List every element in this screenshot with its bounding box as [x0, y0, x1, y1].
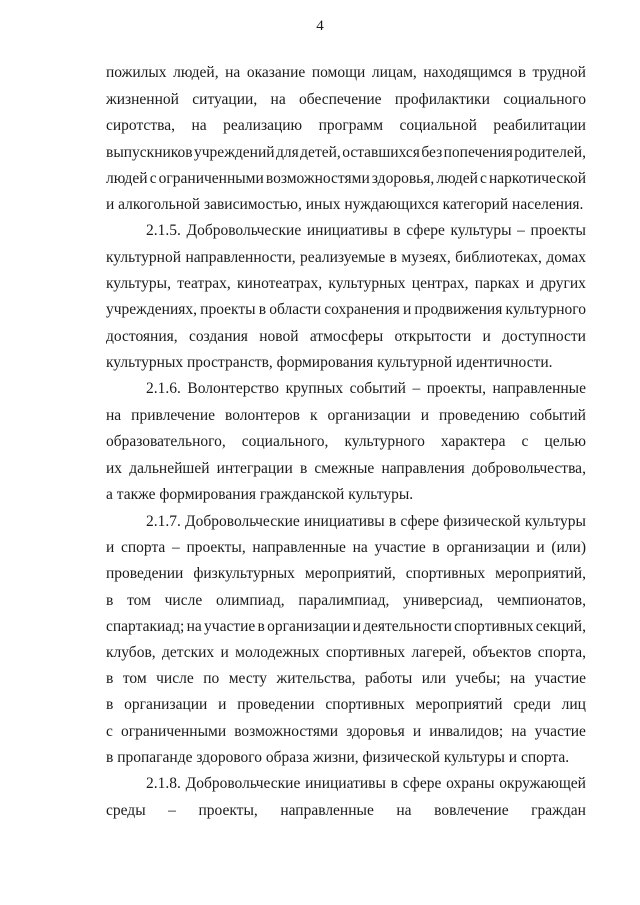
text-line: среды – проекты, направленные на вовлечение граждан: [106, 802, 586, 819]
text-line: людей с ограниченными возможностями здоровья, людей с наркотической: [106, 170, 586, 187]
text-line: проведении физкультурных мероприятий, спортивных мероприятий,: [106, 565, 586, 582]
text-line: культурных пространств, формирования культурной идентичности.: [106, 354, 553, 371]
paragraph-first-line: 2.1.7. Добровольческие инициативы в сфере физической культуры: [146, 513, 586, 530]
text-line: в организации и проведении спортивных мероприятий среди лиц: [106, 696, 586, 713]
text-line: культуры, театрах, кинотеатрах, культурных центрах, парках и других: [106, 275, 586, 292]
paragraph-first-line: 2.1.8. Добровольческие инициативы в сфере охраны окружающей: [146, 775, 586, 792]
text-line: выпускников учреждений для детей, оставшихся без попечения родителей,: [106, 144, 586, 161]
text-line: пожилых людей, на оказание помощи лицам, находящимся в трудной: [106, 64, 586, 81]
text-line: а также формирования гражданской культуры.: [106, 486, 414, 503]
text-line: достояния, создания новой атмосферы открытости и доступности: [106, 328, 586, 345]
text-line: в пропаганде здорового образа жизни, физической культуры и спорта.: [106, 749, 570, 766]
text-line: клубов, детских и молодежных спортивных лагерей, объектов спорта,: [106, 644, 586, 661]
paragraph-first-line: 2.1.5. Добровольческие инициативы в сфере культуры – проекты: [146, 222, 586, 239]
text-line: в том числе олимпиад, паралимпиад, универсиад, чемпионатов,: [106, 592, 586, 609]
page-number: 4: [316, 18, 324, 34]
text-line: спартакиад; на участие в организации и деятельности спортивных секций,: [106, 618, 586, 635]
text-line: с ограниченными возможностями здоровья и инвалидов; на участие: [106, 723, 586, 740]
text-line: сиротства, на реализацию программ социальной реабилитации: [106, 117, 586, 134]
text-line: в том числе по месту жительства, работы или учебы; на участие: [106, 670, 586, 687]
text-line: культурной направленности, реализуемые в музеях, библиотеках, домах: [106, 249, 586, 266]
text-line: и спорта – проекты, направленные на участие в организации и (или): [106, 539, 586, 556]
text-line: и алкогольной зависимостью, иных нуждающихся категорий населения.: [106, 196, 584, 213]
text-line: их дальнейшей интеграции в смежные направления добровольчества,: [106, 460, 586, 477]
text-line: образовательного, социального, культурного характера с целью: [106, 433, 586, 450]
text-line: на привлечение волонтеров к организации и проведению событий: [106, 407, 586, 424]
text-line: учреждениях, проекты в области сохранения и продвижения культурного: [106, 301, 586, 318]
text-line: жизненной ситуации, на обеспечение профилактики социального: [106, 91, 586, 108]
paragraph-first-line: 2.1.6. Волонтерство крупных событий – проекты, направленные: [146, 380, 586, 397]
